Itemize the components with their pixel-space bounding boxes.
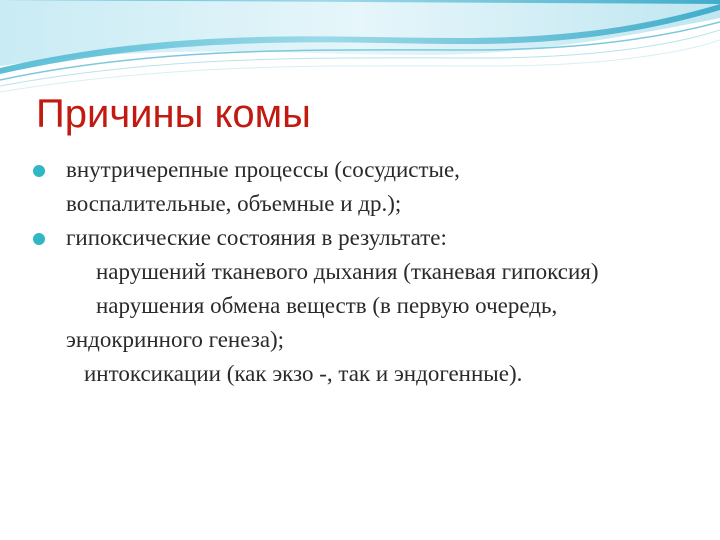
bullet-text-1-line-1: внутричерепные процессы (сосудистые, (66, 157, 460, 182)
bullet-item-2 (30, 221, 690, 255)
slide-content (30, 153, 690, 391)
sub-item-3 (30, 357, 690, 391)
slide-title: Причины комы (36, 92, 311, 136)
bullet-text-2: гипоксические состояния в результате: (66, 225, 447, 250)
sub-item-2 (30, 289, 690, 357)
sub-item-2-text: нарушения обмена веществ (в первую очередь, эндокринного генеза); (66, 293, 558, 352)
sub-item-1-text: нарушений тканевого дыхания (тканевая гипоксия) (96, 259, 599, 284)
bullet-text-1-line-2: воспалительные, объемные и др.); (66, 191, 402, 216)
bullet-icon (33, 233, 45, 245)
bullet-item-1 (30, 153, 690, 187)
sub-item-3-text: интоксикации (как экзо -, так и эндогенные). (84, 361, 523, 386)
bullet-icon (33, 165, 45, 177)
sub-item-1 (30, 255, 690, 289)
wave-banner (0, 0, 720, 100)
